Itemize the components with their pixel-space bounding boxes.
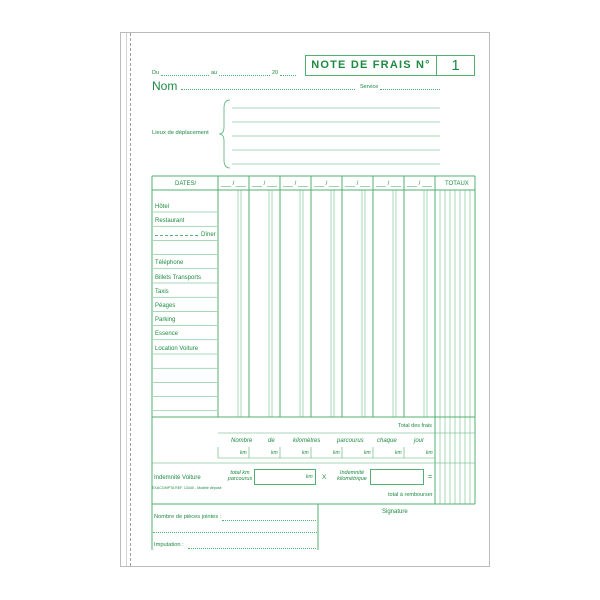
signature-label: Signature <box>382 509 408 515</box>
period-from-label: Du <box>152 69 160 76</box>
row-label-essence: Essence <box>155 331 179 338</box>
service-label: Service <box>360 84 379 90</box>
attachments-label: Nombre de pièces jointes : <box>154 514 222 520</box>
date-header: ___ / ___ <box>220 180 247 187</box>
row-label-diner: Dîner <box>201 231 216 238</box>
daily-km-unit: km <box>302 450 309 456</box>
daily-km-unit: km <box>426 450 433 456</box>
rate-label-line2: kilométrique <box>337 476 367 482</box>
date-header: ___ / ___ <box>344 180 371 187</box>
rate-label-line1: Indemnité <box>339 469 365 476</box>
form-number-box <box>436 55 475 76</box>
perforation-line <box>130 33 131 566</box>
km-caption-word: jour <box>414 438 425 444</box>
totals-header: TOTAUX <box>445 180 469 187</box>
name-label: Nom <box>152 79 178 93</box>
total-km-unit: km <box>306 474 313 480</box>
year-prefix: 20 <box>272 69 279 76</box>
attachments-extra-line <box>153 532 317 533</box>
places-label: Lieux de déplacement <box>152 130 209 136</box>
title-box <box>305 55 437 76</box>
period-to-field <box>219 75 270 76</box>
publisher-reference: EXACOMPTA REF. 13440 - Modèle déposé <box>152 486 222 490</box>
daily-km-unit: km <box>271 450 278 456</box>
row-label-billets-transports: Billets Transports <box>155 274 202 281</box>
row-label-parking: Parking <box>155 317 176 324</box>
row-label-telephone: Téléphone <box>155 260 184 267</box>
daily-km-unit: km <box>240 450 247 456</box>
binding-margin-line <box>126 33 127 566</box>
attachments-field <box>222 520 316 521</box>
row-label-hotel: Hôtel <box>155 203 170 210</box>
mileage-rate-box <box>370 469 424 485</box>
date-header: ___ / ___ <box>375 180 402 187</box>
row-label-taxis: Taxis <box>155 288 169 295</box>
km-caption-word: kilomètres <box>293 438 321 444</box>
total-km-label-line1: total km <box>230 469 250 476</box>
km-caption-word: chaque <box>377 438 397 444</box>
km-caption-word: Nombre <box>231 438 253 444</box>
form-title: NOTE DE FRAIS N° <box>311 59 431 71</box>
total-km-label-line2: parcourus <box>227 476 253 482</box>
period-from-field <box>161 75 209 76</box>
row-label-restaurant: Restaurant <box>155 217 185 224</box>
date-header: ___ / ___ <box>313 180 340 187</box>
imputation-label: Imputation : <box>154 542 184 548</box>
row-label-location-voiture: Location Voiture <box>155 345 199 352</box>
daily-km-unit: km <box>333 450 340 456</box>
daily-km-unit: km <box>364 450 371 456</box>
reimburse-total-label: total à rembourser <box>388 492 433 498</box>
date-header: ___ / ___ <box>406 180 433 187</box>
dates-header: DATES/ <box>175 180 197 187</box>
meal-blank-field <box>155 235 198 236</box>
car-allowance-label: Indemnité Voiture <box>154 475 201 481</box>
km-caption-word: parcourus <box>337 438 364 444</box>
form-number: 1 <box>451 57 460 74</box>
row-label-peages: Péages <box>155 302 176 309</box>
service-field <box>380 89 440 90</box>
year-field <box>280 75 296 76</box>
multiply-sign: X <box>322 473 327 481</box>
daily-km-unit: km <box>395 450 402 456</box>
date-header: ___ / ___ <box>251 180 278 187</box>
km-caption-word: de <box>268 438 275 444</box>
date-header: ___ / ___ <box>282 180 309 187</box>
total-costs-label: Total des frais <box>398 423 432 429</box>
equals-sign: = <box>428 474 433 481</box>
imputation-field <box>188 548 316 549</box>
period-to-label: au <box>211 69 218 76</box>
name-field <box>181 89 355 90</box>
